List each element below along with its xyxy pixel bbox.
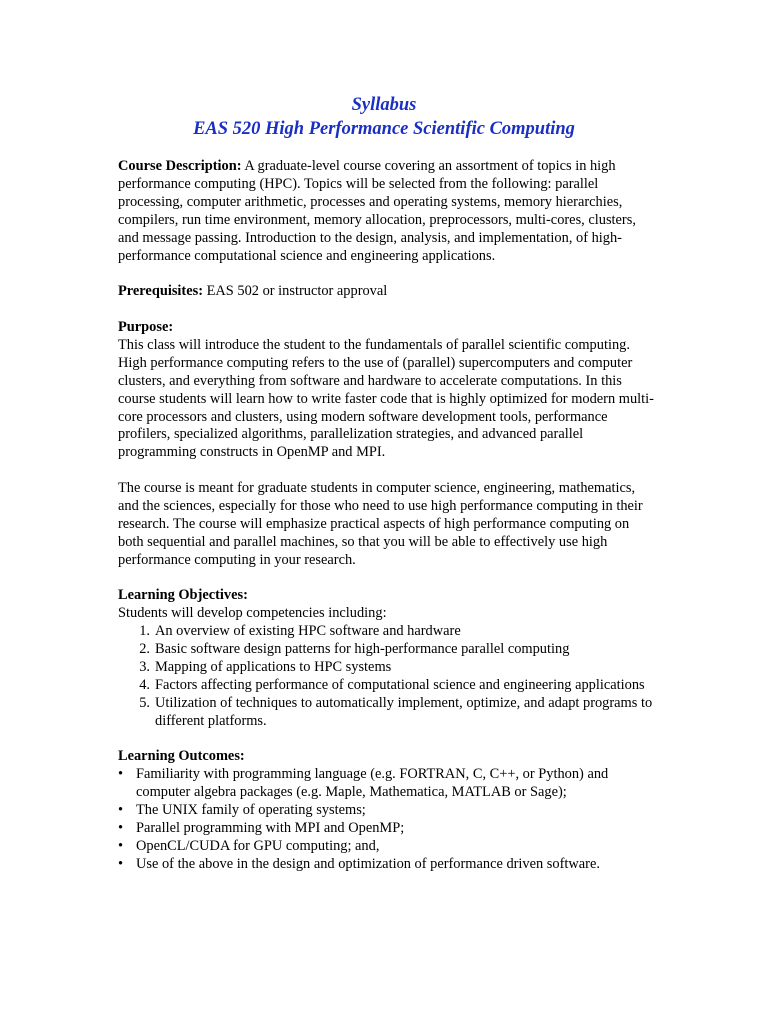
objective-text: Factors affecting performance of computational science and engineering applications	[155, 676, 645, 693]
objective-text: Basic software design patterns for high-performance parallel computing	[155, 640, 570, 657]
outcome-text: Familiarity with programming language (e.g. FORTRAN, C, C++, or Python) and computer algebra packages (e.g. Maple, Mathematica, MATLAB or Sage);	[136, 766, 609, 800]
course-title: EAS 520 High Performance Scientific Computing	[193, 119, 575, 139]
bullet-icon: •	[118, 819, 124, 836]
learning-outcomes-heading: Learning Outcomes:	[118, 748, 245, 764]
purpose-paragraph-2: The course is meant for graduate students in computer science, engineering, mathematics, and the sciences, especially for those who need to use high performance computing in their research. The course will emphasize practical aspects of high performance computing on both sequential and parallel machines, so that you will be able to effectively use high performance computing in your research.	[118, 480, 643, 568]
course-description	[118, 158, 658, 265]
document-title: Syllabus	[351, 95, 417, 115]
prerequisites	[118, 283, 658, 301]
learning-objectives-heading: Learning Objectives:	[118, 587, 248, 603]
outcome-item	[118, 802, 658, 820]
outcome-text: The UNIX family of operating systems;	[136, 801, 366, 818]
objective-item	[118, 695, 658, 731]
course-description-text: A graduate-level course covering an assortment of topics in high performance computing (HPC). Topics will be selected from the following: parallel processing, computer arithmetic, processes and operating systems, memory hierarchies, compilers, run time environment, memory allocation, preprocessors, multi-cores, clusters, and message passing. Introduction to the design, analysis, and implementation, of high-performance computational science and engineering applications.	[118, 158, 636, 264]
objective-item	[118, 623, 658, 641]
outcome-text: Use of the above in the design and optimization of performance driven software.	[136, 855, 600, 872]
bullet-icon: •	[118, 801, 124, 818]
learning-objectives-intro: Students will develop competencies including:	[118, 604, 387, 621]
objective-item	[118, 659, 658, 677]
objective-number: 3.	[139, 658, 150, 675]
prerequisites-text: EAS 502 or instructor approval	[206, 283, 388, 299]
objective-number: 5.	[139, 694, 150, 711]
objective-item	[118, 677, 658, 695]
bullet-icon: •	[118, 837, 124, 854]
prerequisites-label: Prerequisites:	[118, 283, 203, 299]
objective-number: 4.	[139, 676, 150, 693]
learning-outcomes-list	[118, 766, 658, 873]
learning-objectives-section	[118, 587, 658, 623]
outcome-item	[118, 838, 658, 856]
learning-outcomes-section	[118, 748, 658, 766]
purpose-section	[118, 319, 658, 462]
purpose-paragraph-1: This class will introduce the student to the fundamentals of parallel scientific computing. High performance computing refers to the use of (parallel) supercomputers and computer clusters, and everything from software and hardware to accelerate computations. In this course students will learn how to write faster code that is highly optimized for modern multi-core processors and clusters, using modern software development tools, performance profilers, specialized algorithms, parallelization strategies, and advanced parallel programming constructs in OpenMP and MPI.	[118, 336, 654, 461]
objective-number: 2.	[139, 640, 150, 657]
bullet-icon: •	[118, 766, 124, 782]
objective-number: 1.	[139, 623, 150, 639]
objective-item	[118, 641, 658, 659]
outcome-text: OpenCL/CUDA for GPU computing; and,	[136, 837, 380, 854]
purpose-heading: Purpose:	[118, 319, 174, 335]
objective-text: Mapping of applications to HPC systems	[155, 658, 392, 675]
outcome-item	[118, 766, 658, 802]
outcome-item	[118, 856, 658, 874]
outcome-text: Parallel programming with MPI and OpenMP;	[136, 819, 405, 836]
outcome-item	[118, 820, 658, 838]
learning-objectives-list	[118, 623, 658, 730]
course-description-label: Course Description:	[118, 158, 242, 174]
bullet-icon: •	[118, 855, 124, 872]
objective-text: Utilization of techniques to automatically implement, optimize, and adapt programs to different platforms.	[155, 694, 653, 729]
objective-text: An overview of existing HPC software and hardware	[155, 623, 461, 639]
